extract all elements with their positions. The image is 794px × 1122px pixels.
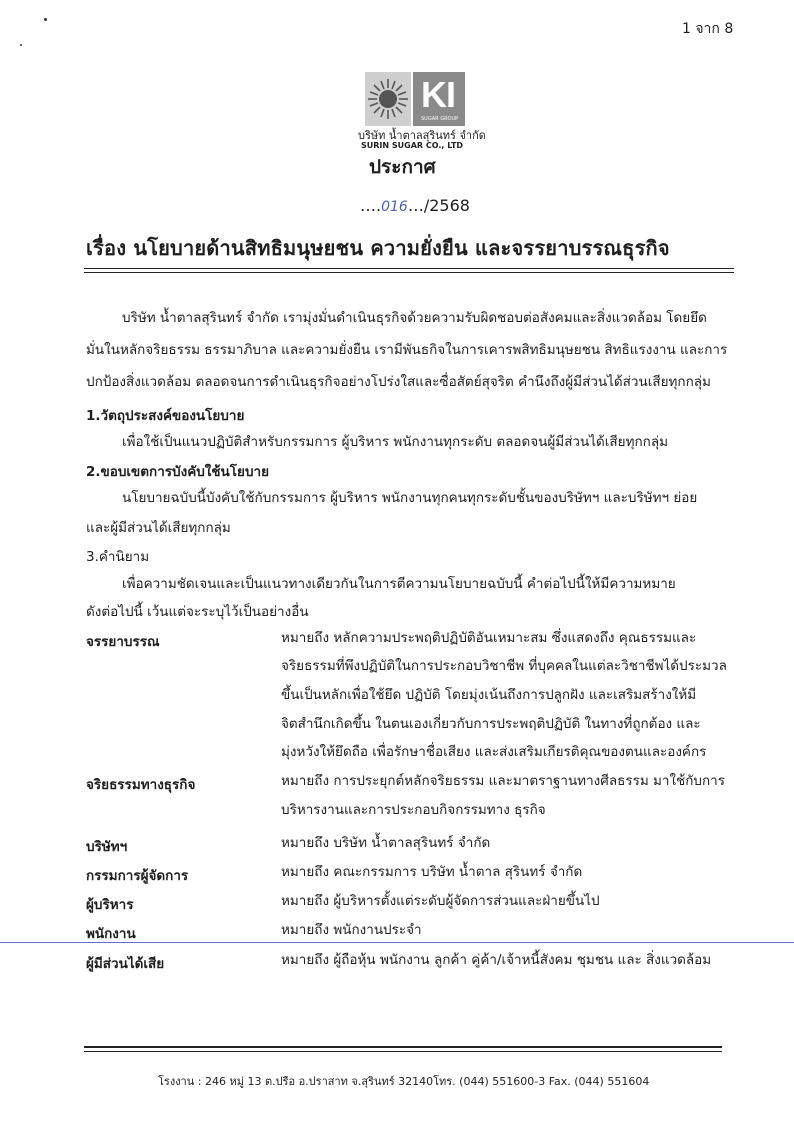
number-suffix: …/2568: [407, 196, 470, 215]
page-number: 1 จาก 8: [682, 21, 734, 37]
company-name-en: SURIN SUGAR CO., LTD: [361, 141, 464, 150]
logo-subtext: SUGAR GROUP: [421, 116, 459, 122]
definition-text: หมายถึง พนักงานประจำ: [281, 922, 422, 938]
section-heading-definitions: 3.คำนิยาม: [86, 549, 150, 565]
definition-text: หมายถึง ผู้ถือหุ้น พนักงาน ลูกค้า คู่ค้า/เจ้าหนี้สังคม ชุมชน และ สิ่งแวดล้อม: [281, 952, 712, 968]
intro-line: บริษัท น้ำตาลสุรินทร์ จำกัด เรามุ่งมั่นดำเนินธุรกิจด้วยความรับผิดชอบต่อสังคมและสิ่งแวดล้อม โดยยึด: [122, 310, 707, 326]
definition-text: จิตสำนึกเกิดขึ้น ในตนเองเกี่ยวกับการประพฤติปฏิบัติ ในทางที่ถูกต้อง และ: [281, 716, 701, 732]
scan-speck: [20, 44, 22, 46]
annotation-line: [0, 942, 794, 943]
section-text: และผู้มีส่วนได้เสียทุกกลุ่ม: [86, 520, 231, 536]
footer-address: โรงงาน : 246 หมู่ 13 ต.ปรือ อ.ปราสาท จ.สุรินทร์ 32140โทร. (044) 551600-3 Fax. (044) 551604: [158, 1075, 650, 1088]
definition-text: มุ่งหวังให้ยึดถือ เพื่อรักษาชื่อเสียง และส่งเสริมเกียรติคุณของตนและองค์กร: [281, 744, 707, 760]
definition-term: พนักงาน: [86, 926, 136, 942]
intro-line: ปกป้องสิ่งแวดล้อม ตลอดจนการดำเนินธุรกิจอย่างโปร่งใสและซื่อสัตย์สุจริต คำนึงถึงผู้มีส่วนได้ส่วนเสียทุกกลุ่ม: [86, 374, 711, 390]
section-text: ดังต่อไปนี้ เว้นแต่จะระบุไว้เป็นอย่างอื่น: [86, 604, 309, 620]
section-text: เพื่อใช้เป็นแนวปฏิบัติสำหรับกรรมการ ผู้บริหาร พนักงานทุกระดับ ตลอดจนผู้มีส่วนได้เสียทุกกลุ่ม: [122, 434, 668, 450]
definition-term: จริยธรรมทางธุรกิจ: [86, 777, 196, 793]
number-handwritten: 016: [381, 199, 408, 215]
definition-text: หมายถึง คณะกรรมการ บริษัท น้ำตาล สุรินทร์ จำกัด: [281, 864, 583, 880]
footer-divider: [84, 1051, 722, 1052]
header-divider: [84, 268, 734, 269]
announcement-number: [360, 196, 470, 215]
sun-icon: [368, 79, 408, 119]
definition-term: บริษัทฯ: [86, 839, 128, 855]
definition-text: บริหารงานและการประกอบกิจกรรมทาง ธุรกิจ: [281, 802, 546, 818]
header-divider: [84, 272, 734, 273]
definition-text: หมายถึง บริษัท น้ำตาลสุรินทร์ จำกัด: [281, 835, 491, 851]
footer-divider: [84, 1046, 722, 1048]
logo-text: KI: [421, 74, 455, 115]
section-heading-scope: 2.ขอบเขตการบังคับใช้นโยบาย: [86, 464, 270, 480]
number-prefix: ….: [360, 196, 382, 215]
company-name-th: บริษัท น้ำตาลสุรินทร์ จำกัด: [358, 129, 486, 142]
announcement-title: ประกาศ: [369, 156, 436, 178]
definition-term: จรรยาบรรณ: [86, 634, 160, 650]
definition-text: หมายถึง หลักความประพฤติปฏิบัติอันเหมาะสม ซึ่งแสดงถึง คุณธรรมและ: [281, 630, 697, 646]
definition-text: จริยธรรมที่พึงปฏิบัติในการประกอบวิชาชีพ ที่บุคคลในแต่ละวิชาชีพได้ประมวล: [281, 658, 727, 674]
company-logo: [365, 70, 497, 130]
intro-line: มั่นในหลักจริยธรรม ธรรมาภิบาล และความยั่งยืน เรามีพันธกิจในการเคารพสิทธิมนุษยชน สิทธิแรงงาน และการ: [86, 342, 728, 358]
section-text: เพื่อความชัดเจนและเป็นแนวทางเดียวกันในการตีความนโยบายฉบับนี้ คำต่อไปนี้ให้มีความหมาย: [122, 576, 676, 592]
definition-text: หมายถึง การประยุกต์หลักจริยธรรม และมาตราฐานทางศีลธรรม มาใช้กับการ: [281, 773, 726, 789]
definition-term: กรรมการผู้จัดการ: [86, 868, 189, 884]
definition-term: ผู้มีส่วนได้เสีย: [86, 956, 165, 972]
scan-speck: [44, 18, 47, 21]
definition-text: ขึ้นเป็นหลักเพื่อใช้ยึด ปฏิบัติ โดยมุ่งเน้นถึงการปลูกฝัง และเสริมสร้างให้มี: [281, 687, 697, 703]
section-heading-objective: 1.วัตถุประสงค์ของนโยบาย: [86, 408, 245, 424]
definition-text: หมายถึง ผู้บริหารตั้งแต่ระดับผู้จัดการส่วนและฝ่ายขึ้นไป: [281, 893, 600, 909]
definition-term: ผู้บริหาร: [86, 897, 134, 913]
subject-heading: เรื่อง นโยบายด้านสิทธิมนุษยชน ความยั่งยืน และจรรยาบรรณธุรกิจ: [86, 236, 670, 260]
section-text: นโยบายฉบับนี้บังคับใช้กับกรรมการ ผู้บริหาร พนักงานทุกคนทุกระดับชั้นของบริษัทฯ และบริษัทฯ ย่อย: [122, 490, 698, 506]
